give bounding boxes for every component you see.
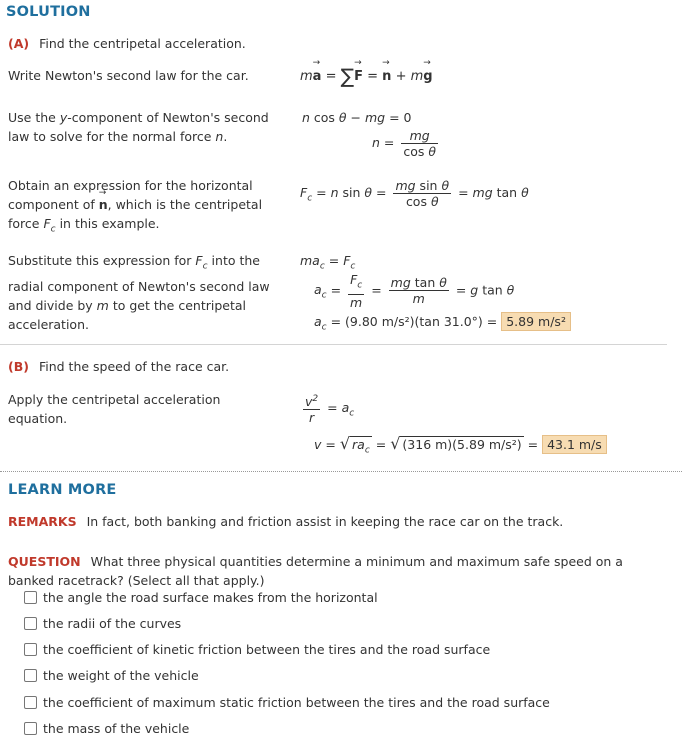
checkbox[interactable]: [24, 696, 37, 709]
remarks-label: REMARKS: [8, 514, 77, 529]
speed-eq: v = √ $ra_c$ = √ (316 m)(5.89 m/s²) = 43.1 m/s: [314, 434, 607, 456]
option-6[interactable]: [24, 720, 189, 737]
radial-eq: $ma_c = F_c$: [300, 253, 356, 272]
question-label: QUESTION: [8, 554, 81, 569]
learn-more-heading: LEARN MORE: [8, 482, 117, 498]
ac-expr-eq: $a_c$ = $\frac{F_c}{m}$ = $\frac{\text{mg tan θ}}{m}$ = g tan θ: [314, 272, 515, 310]
section-divider: [0, 471, 682, 472]
normal-force-eq: n = $\frac{mg}{\text{cos θ}}$: [372, 128, 437, 159]
ac-value-expr: (9.80 m/s²)(tan 31.0°): [345, 314, 483, 329]
question-text: What three physical quantities determine a minimum and maximum safe speed on a banked racetrack? (Select all that apply.): [8, 554, 623, 588]
part-divider: [0, 344, 667, 345]
centripetal-accel-eq: $\frac{v^2}{r}$ = $a_c$: [305, 394, 355, 426]
option-label: the radii of the curves: [43, 616, 182, 631]
option-label: the coefficient of kinetic friction between the tires and the road surface: [43, 642, 491, 657]
y-component-eq: n cos θ − mg = 0: [302, 110, 412, 125]
newton-second-law-eq: m→ a = ∑→ F = → n + m→ g: [300, 64, 433, 88]
part-b-prompt: [8, 359, 229, 374]
part-a-step-2: Use the y-component of Newton's second law to solve for the normal force n.: [8, 110, 269, 144]
option-5[interactable]: [24, 694, 550, 711]
checkbox[interactable]: [24, 617, 37, 630]
option-label: the angle the road surface makes from the horizontal: [43, 590, 378, 605]
part-a-prompt-text: Find the centripetal acceleration.: [39, 36, 246, 51]
option-2[interactable]: [24, 615, 181, 632]
question: [8, 552, 648, 590]
remarks: [8, 514, 563, 529]
option-label: the mass of the vehicle: [43, 721, 190, 736]
answer-a: 5.89 m/s²: [501, 312, 571, 331]
answer-b: 43.1 m/s: [542, 435, 607, 454]
option-label: the weight of the vehicle: [43, 668, 199, 683]
checkbox[interactable]: [24, 591, 37, 604]
option-1[interactable]: [24, 589, 378, 606]
part-b-step-1: Apply the centripetal acceleration equation.: [8, 392, 221, 426]
ac-value-eq: $a_c = (9.80$ m/s²)(tan 31.0°) = 5.89 m/s²: [314, 314, 571, 333]
part-b-prompt-text: Find the speed of the race car.: [38, 359, 230, 374]
solution-heading: SOLUTION: [6, 4, 91, 20]
option-4[interactable]: [24, 667, 199, 684]
part-b-label: (B): [8, 359, 29, 374]
part-a-prompt: [8, 36, 246, 51]
remarks-text: In fact, both banking and friction assist in keeping the race car on the track.: [86, 514, 564, 529]
part-a-step-1: Write Newton's second law for the car.: [8, 68, 249, 83]
checkbox[interactable]: [24, 669, 37, 682]
centripetal-force-eq: $F_c = n$ sin θ = $\frac{\text{mg sin θ}}{\text{cos θ}}$ = mg tan θ: [300, 178, 529, 209]
part-a-step-3: Obtain an expression for the horizontal component of → n, which is the centripetal force $F_c$ in this example.: [8, 176, 278, 240]
option-label: the coefficient of maximum static friction between the tires and the road surface: [43, 695, 550, 710]
part-a-step-4: Substitute this expression for $F_c$ into the radial component of Newton's second law and divide by m to get the centripetal acceleration.: [8, 253, 270, 332]
option-3[interactable]: [24, 641, 490, 658]
checkbox[interactable]: [24, 643, 37, 656]
checkbox[interactable]: [24, 722, 37, 735]
part-a-label: (A): [8, 36, 30, 51]
speed-expr: (316 m)(5.89 m/s²): [402, 437, 522, 452]
